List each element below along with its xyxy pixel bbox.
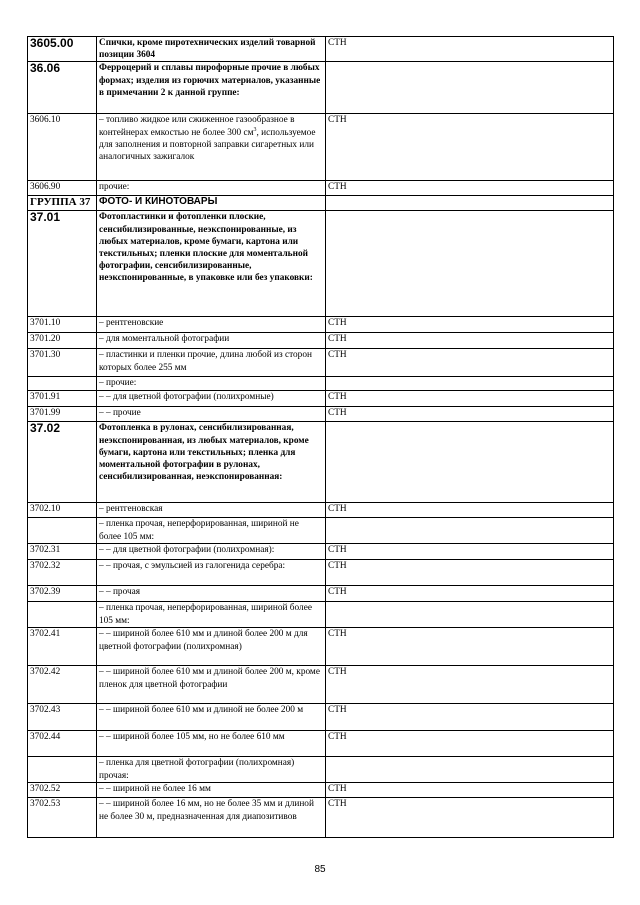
item-description: – пленка прочая, неперфорированная, шириной более 105 мм:: [97, 602, 326, 628]
tariff-code: 3605.00: [28, 37, 97, 62]
tariff-code: 3702.32: [28, 560, 97, 586]
item-description: [97, 114, 326, 181]
item-description: – рентгеновские: [97, 317, 326, 333]
tariff-code: 3702.44: [28, 731, 97, 757]
item-description: – – шириной более 610 мм и длиной более 200 м для цветной фотографии (полихромная): [97, 628, 326, 666]
tariff-code: 3702.31: [28, 544, 97, 560]
table-row: [28, 503, 614, 518]
table-row: [28, 196, 614, 211]
item-description: прочие:: [97, 181, 326, 196]
item-description-text: , используемое для заполнения и повторной заправки сигаретных или аналогичных зажигалок: [99, 127, 316, 163]
requirement-cell: СТН: [326, 798, 614, 838]
tariff-code: 3606.10: [28, 114, 97, 181]
requirement-cell: СТН: [326, 544, 614, 560]
item-description: – – прочая, с эмульсией из галогенида серебра:: [97, 560, 326, 586]
item-description: – пластинки и пленки прочие, длина любой из сторон которых более 255 мм: [97, 349, 326, 377]
requirement-cell: СТН: [326, 349, 614, 377]
table-row: [28, 181, 614, 196]
item-description: – – шириной более 105 мм, но не более 610 мм: [97, 731, 326, 757]
tariff-code: 3702.39: [28, 586, 97, 602]
tariff-code: 36.06: [28, 62, 97, 114]
item-description: Фотопленка в рулонах, сенсибилизированная, неэкспонированная, из любых материалов, кроме бумаги, картона или текстильных; пленка для моментальной фотографии в рулонах, сенсибилизированная, неэкспонированная:: [97, 422, 326, 503]
table-row: [28, 544, 614, 560]
requirement-cell: [326, 602, 614, 628]
item-description: – пленка для цветной фотографии (полихромная) прочая:: [97, 757, 326, 783]
requirement-cell: [326, 196, 614, 211]
tariff-code: 3702.41: [28, 628, 97, 666]
tariff-code: 3702.52: [28, 783, 97, 798]
table-row: [28, 731, 614, 757]
tariff-code: [28, 377, 97, 391]
requirement-cell: [326, 422, 614, 503]
requirement-cell: СТН: [326, 317, 614, 333]
requirement-cell: СТН: [326, 407, 614, 422]
tariff-code: [28, 757, 97, 783]
requirement-cell: СТН: [326, 114, 614, 181]
item-description: – – прочие: [97, 407, 326, 422]
requirement-cell: [326, 518, 614, 544]
requirement-cell: СТН: [326, 586, 614, 602]
table-row: [28, 798, 614, 838]
tariff-code: [28, 518, 97, 544]
tariff-code: 3701.30: [28, 349, 97, 377]
item-description: – рентгеновская: [97, 503, 326, 518]
table-row: [28, 704, 614, 731]
item-description: ФОТО- И КИНОТОВАРЫ: [97, 196, 326, 211]
item-description: – – шириной более 610 мм и длиной не более 200 м: [97, 704, 326, 731]
table-row: [28, 518, 614, 544]
item-description: – пленка прочая, неперфорированная, шириной не более 105 мм:: [97, 518, 326, 544]
table-row: [28, 349, 614, 377]
item-description: Фотопластинки и фотопленки плоские, сенсибилизированные, неэкспонированные, из любых материалов, кроме бумаги, картона или текстильных; пленки плоские для моментальной фотографии, сенсибилизированные, неэкспонированные, в упаковке или без упаковки:: [97, 211, 326, 317]
item-description: – – шириной не более 16 мм: [97, 783, 326, 798]
item-description: – – для цветной фотографии (полихромные): [97, 391, 326, 407]
table-row: [28, 377, 614, 391]
tariff-code: 3702.53: [28, 798, 97, 838]
table-row: [28, 666, 614, 704]
tariff-code: 3701.20: [28, 333, 97, 349]
item-description: – прочие:: [97, 377, 326, 391]
requirement-cell: [326, 62, 614, 114]
tariff-code: 3702.43: [28, 704, 97, 731]
requirement-cell: СТН: [326, 503, 614, 518]
table-row: [28, 586, 614, 602]
requirement-cell: [326, 377, 614, 391]
table-row: [28, 407, 614, 422]
table-row: [28, 628, 614, 666]
item-description: Спички, кроме пиротехнических изделий товарной позиции 3604: [97, 37, 326, 62]
item-description: Ферроцерий и сплавы пирофорные прочие в любых формах; изделия из горючих материалов, указанные в примечании 2 к данной группе:: [97, 62, 326, 114]
tariff-code: 37.01: [28, 211, 97, 317]
item-description: – для моментальной фотографии: [97, 333, 326, 349]
tariff-code: 37.02: [28, 422, 97, 503]
requirement-cell: СТН: [326, 181, 614, 196]
requirement-cell: СТН: [326, 37, 614, 62]
tariff-code: 3606.90: [28, 181, 97, 196]
item-description: – – для цветной фотографии (полихромная):: [97, 544, 326, 560]
tariff-code: 3701.10: [28, 317, 97, 333]
item-description: – – шириной более 16 мм, но не более 35 мм и длиной не более 30 м, предназначенная для диапозитивов: [97, 798, 326, 838]
item-description: – – прочая: [97, 586, 326, 602]
requirement-cell: СТН: [326, 666, 614, 704]
item-description-text: – топливо жидкое или сжиженное газообразное в контейнерах емкостью не более 300 см: [99, 115, 295, 138]
tariff-code: 3701.99: [28, 407, 97, 422]
table-row: [28, 211, 614, 317]
tariff-table: [27, 36, 614, 838]
page-number: 85: [314, 864, 326, 875]
requirement-cell: СТН: [326, 628, 614, 666]
tariff-code: 3702.10: [28, 503, 97, 518]
tariff-table-body: [28, 37, 614, 838]
table-row: [28, 602, 614, 628]
unit-superscript: 3: [253, 126, 257, 133]
requirement-cell: СТН: [326, 560, 614, 586]
requirement-cell: [326, 757, 614, 783]
table-row: [28, 37, 614, 62]
table-row: [28, 333, 614, 349]
table-row: [28, 560, 614, 586]
requirement-cell: СТН: [326, 704, 614, 731]
table-row: [28, 422, 614, 503]
table-row: [28, 317, 614, 333]
requirement-cell: СТН: [326, 783, 614, 798]
tariff-code: 3701.91: [28, 391, 97, 407]
requirement-cell: СТН: [326, 391, 614, 407]
tariff-code: ГРУППА 37: [28, 196, 97, 211]
tariff-code: 3702.42: [28, 666, 97, 704]
requirement-cell: [326, 211, 614, 317]
table-row: [28, 114, 614, 181]
requirement-cell: СТН: [326, 731, 614, 757]
tariff-code: [28, 602, 97, 628]
item-description: – – шириной более 610 мм и длиной более 200 м, кроме пленок для цветной фотографии: [97, 666, 326, 704]
table-row: [28, 62, 614, 114]
requirement-cell: СТН: [326, 333, 614, 349]
table-row: [28, 757, 614, 783]
table-row: [28, 391, 614, 407]
table-row: [28, 783, 614, 798]
